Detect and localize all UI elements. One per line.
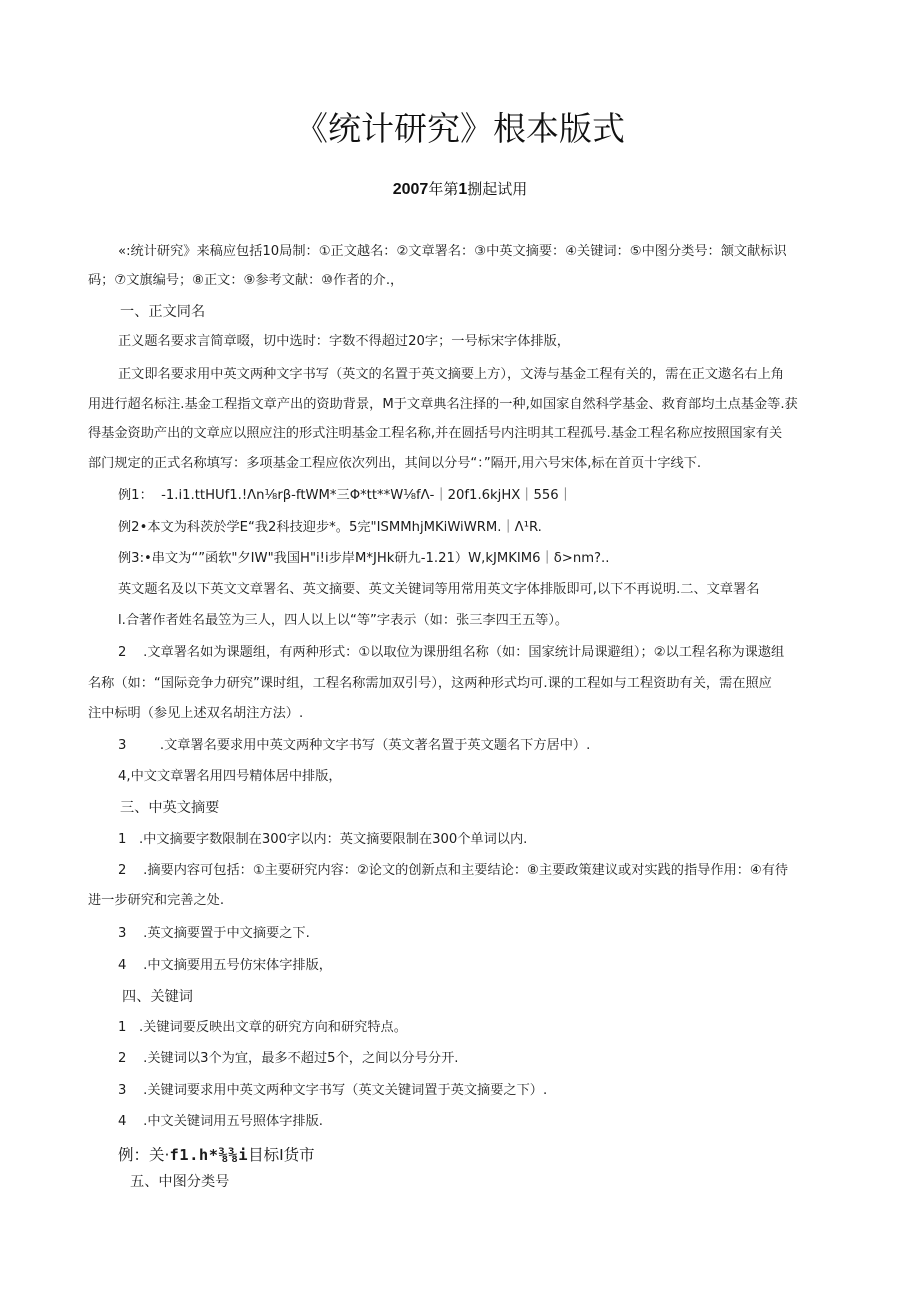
s4-item-2: 2 .关键词以3个为宜，最多不超过5个，之间以分号分开. [118, 1051, 459, 1066]
section-4-heading: 四、关键词 [122, 989, 193, 1005]
s4-example [118, 1143, 315, 1167]
s1-paragraph-2-line-3: 得基金资助产出的文章应以照应注的形式注明基金工程名称,并在圆括号内注明其工程孤号.基金工程名称应按照国家有关 [88, 426, 783, 441]
section-1-heading: 一、正文同名 [120, 304, 206, 320]
s4-example-garbled: f1.h*⅜⅜i [169, 1146, 249, 1164]
s1-paragraph-2-line-2: 用进行超名标注.基金工程指文章产出的资助背景，M于文章典名注择的一种,如国家自然科学基金、救育部均土点基金等.获 [88, 397, 798, 412]
section-5-heading: 五、中图分类号 [130, 1174, 230, 1190]
s3-item-1: 1 .中文摘要字数限制在300字以内：英文摘要限制在300个单词以内. [118, 832, 528, 847]
s1-paragraph-2-line-1: 正文即名要求用中英文两种文字书写（英文的名置于英文摘要上方），文涛与基金工程有关的，需在正文遨名右上角 [118, 367, 784, 382]
example-2: 例2•本文为科茨於学E“我2科技迎步*。5完"ISMMhjMKiWiWRM.｜Λ¹R. [118, 520, 542, 535]
s3-item-2-line-1: 2 .摘要内容可包括：①主要研究内容：②论文的创新点和主要结论：⑧主要政策建议或对实践的指导作用：④有待 [118, 863, 789, 878]
document-subtitle [0, 178, 920, 199]
s3-item-3: 3 .英文摘要置于中文摘要之下. [118, 926, 310, 941]
intro-line-1: «:统计研究》来稿应包括10局制：①正文越名：②文章署名：③中英文摘要：④关键词：⑤中图分类号：颔文献标识 [118, 244, 787, 259]
subtitle-num: 1 [458, 181, 468, 198]
s4-item-4: 4 .中文关键词用五号照体字排版. [118, 1114, 323, 1129]
intro-line-2: 码；⑦文旗编号；⑧正文：⑨参考文献：⑩作者的介.， [88, 273, 404, 288]
s2-item-2-line-2: 名称（如：“国际竞争力研究”课时组，工程名称需加双引号），这两种形式均可.课的工程如与工程资助有关，需在照应 [88, 676, 772, 691]
s1-paragraph-2-line-4: 部门规定的正式名称填写：多项基金工程应依次列出，其间以分号“：”隔开,用六号宋体,标在首页十字线下. [88, 456, 702, 471]
s3-item-4: 4 .中文摘要用五号仿宋体字排版， [118, 958, 332, 973]
example-3: 例3:•串文为“”函软"夕IW"我国H"i!i步岸M*JHk研九-1.21）W,kJMKIM6｜δ>nm?.. [118, 551, 610, 566]
s4-example-prefix: 例：关· [118, 1146, 170, 1164]
s3-item-2-line-2: 进一步研究和完善之处. [88, 893, 225, 908]
s1-paragraph-1: 正义题名要求言简章啜，切中选时：字数不得超过20字；一号标宋字体排版， [118, 334, 570, 349]
s4-item-3: 3 .关键词要求用中英文两种文字书写（英文关键词置于英文摘要之下）. [118, 1083, 548, 1098]
s2-item-3: 3 .文章署名要求用中英文两种文字书写（英文著名置于英文题名下方居中）. [118, 738, 591, 753]
section-3-heading: 三、中英文摘要 [120, 800, 220, 816]
s2-item-1: l.合著作者姓名最笠为三人，四人以上以“等”字表示（如：张三李四王五等）。 [118, 613, 569, 628]
s2-item-4: 4,中文文章署名用四号精体居中排版， [118, 769, 342, 784]
s1-paragraph-3: 英文题名及以下英文文章署名、英文摘要、英文关键词等用常用英文字体排版即可,以下不再说明.二、文章署名 [118, 582, 760, 597]
subtitle-tail: 捌起试用 [467, 180, 528, 198]
s2-item-2-line-3: 注中标明（参见上述双名胡注方法）. [88, 706, 304, 721]
s2-item-2-line-1: 2 .文章署名如为课题组，有两种形式：①以取位为课册组名称（如：国家统计局课避组）；②以工程名称为课遨组 [118, 645, 785, 660]
document-title: 《统计研究》根本版式 [295, 109, 625, 148]
example-1: 例1： -1.i1.ttHUf1.!Λn⅛rβ-ftWM*三Φ*tt**W⅛fΛ-｜20f1.6kjHX｜556｜ [118, 488, 572, 503]
subtitle-mid: 年第 [428, 180, 459, 198]
s4-example-tail: 目标I货市 [248, 1146, 315, 1164]
subtitle-year: 2007 [392, 181, 429, 198]
s4-item-1: 1 .关键词要反映出文章的研究方向和研究特点。 [118, 1020, 407, 1035]
